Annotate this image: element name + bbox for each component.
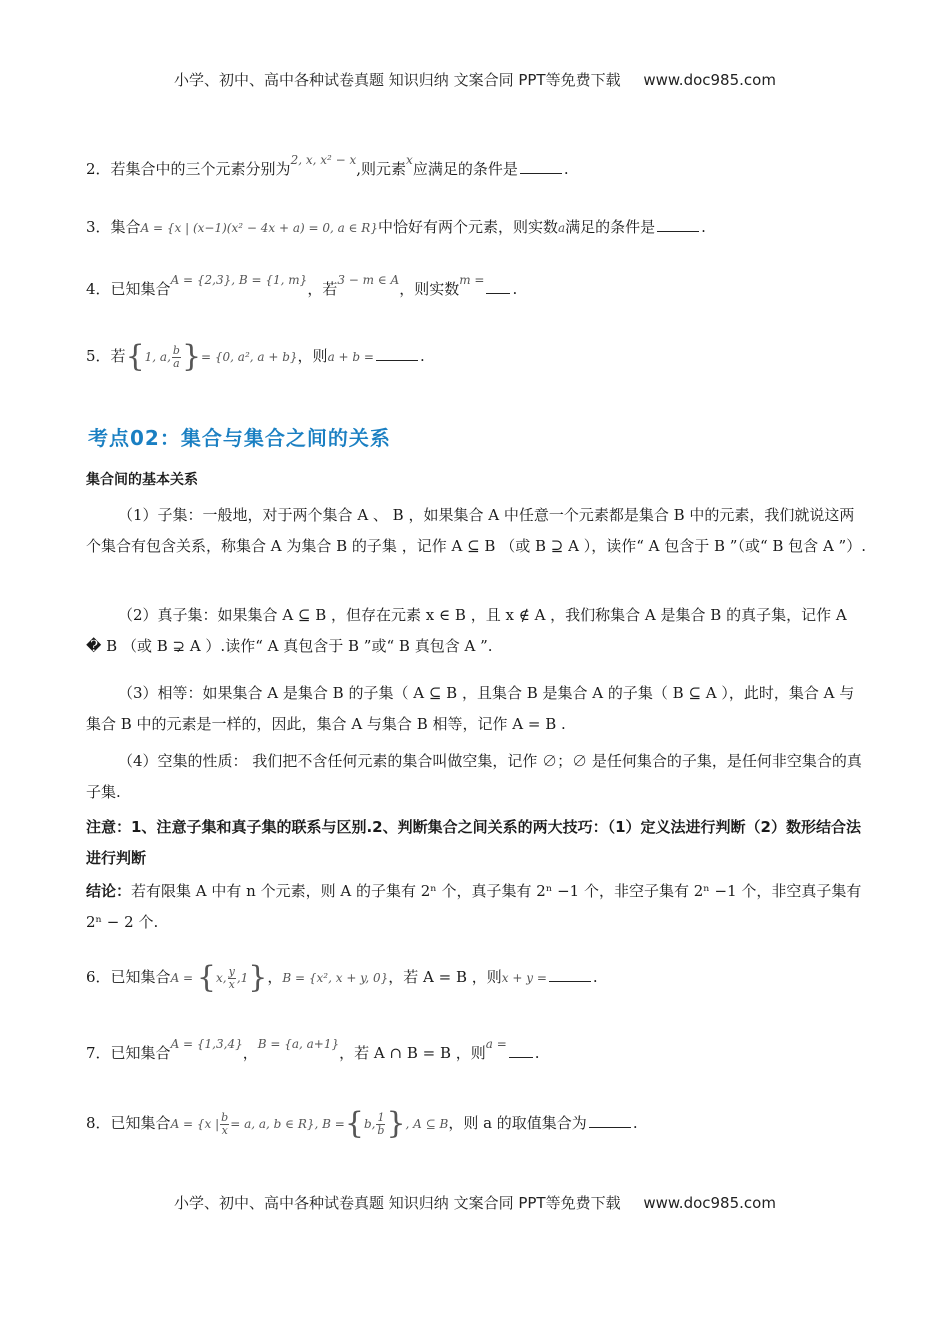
question-8: 8．已知集合A = {x | $\frac{b}{x}$ = a, a, b ∈ R}, B ={b, $\frac{1}{b}$ }, A ⊆ B，则 a 的取值集合为 . [86,1106,638,1141]
answer-blank[interactable] [376,346,418,361]
header-text: 小学、初中、高中各种试卷真题 知识归纳 文案合同 PPT等免费下载 [174,71,621,89]
footer-text: 小学、初中、高中各种试卷真题 知识归纳 文案合同 PPT等免费下载 [174,1194,621,1212]
paragraph-proper-subset: （2）真子集：如果集合 A ⊆ B ，但存在元素 x ∈ B ，且 x ∉ A ，我们称集合 A 是集合 B 的真子集，记作 A � B （或 B ⊋ A ）.读作“ A 真包含于 B ”或“ B 真包含 A ”. [86,606,847,655]
answer-blank[interactable] [589,1113,631,1128]
question-7: 7．已知集合$^{A = \{1,3,4\}}$，$^{B = \{a, a+1\}}$，若 A ∩ B = B ，则$^{a =}$ . [86,1037,540,1062]
question-5: 5．若{1, a, $\frac{b}{a}$ }= {0, a², a + b}，则a + b = . [86,339,425,374]
question-6: 6．已知集合A = {x, $\frac{y}{x}$ ,1}，B = {x², x + y, 0}，若 A = B ，则x + y = . [86,960,598,995]
question-2: 2．若集合中的三个元素分别为$^{2, x, x^2 - x}$,则元素$^x$应满足的条件是 . [86,153,569,178]
question-4: 4．已知集合$^{A = \{2,3\}, B = \{1, m\}}$，若$^{3 - m \in A}$，则实数$^{m =}$ . [86,273,518,298]
section-subtitle: 集合间的基本关系 [86,472,198,488]
answer-blank[interactable] [486,279,510,294]
page-header [0,69,950,90]
answer-blank[interactable] [509,1043,533,1058]
math-expression: A = {x | (x−1)(x² − 4x + a) = 0, a ∈ R} [140,221,378,235]
paragraph-empty-set: （4）空集的性质： 我们把不含任何元素的集合叫做空集，记作 ∅；∅ 是任何集合的子集，是任何非空集合的真子集. [86,752,862,801]
answer-blank[interactable] [520,159,562,174]
header-url[interactable]: www.doc985.com [643,71,776,89]
paragraph-subset: （1）子集：一般地，对于两个集合 A 、 B ，如果集合 A 中任意一个元素都是集合 B 中的元素，我们就说这两个集合有包含关系，称集合 A 为集合 B 的子集 ，记作 A ⊆ B （或 B ⊇ A ），读作“ A 包含于 B ”（或“ B 包含 A ”）. [86,506,866,555]
note: 注意：1、注意子集和真子集的联系与区别.2、判断集合之间关系的两大技巧：（1）定义法进行判断（2）数形结合法进行判断 [86,818,861,867]
page-footer [0,1192,950,1213]
math-expression: A = {2,3}, B = {1, m} [170,273,308,287]
footer-url[interactable]: www.doc985.com [643,1194,776,1212]
answer-blank[interactable] [657,217,699,232]
conclusion: 结论：若有限集 A 中有 n 个元素，则 A 的子集有 2ⁿ 个，真子集有 2ⁿ −1 个，非空子集有 2ⁿ −1 个，非空真子集有 2ⁿ − 2 个. [86,882,862,931]
answer-blank[interactable] [549,967,591,982]
math-expression: 2, x, x² − x [290,153,357,167]
question-3: 3．集合A = {x | (x−1)(x² − 4x + a) = 0, a ∈ R}中恰好有两个元素，则实数a满足的条件是 . [86,218,706,236]
section-title: 考点02：集合与集合之间的关系 [88,426,391,450]
paragraph-equality: （3）相等：如果集合 A 是集合 B 的子集（ A ⊆ B ，且集合 B 是集合 A 的子集（ B ⊆ A ），此时，集合 A 与集合 B 中的元素是一样的，因此，集合 A 与集合 B 相等，记作 A = B . [86,684,855,733]
